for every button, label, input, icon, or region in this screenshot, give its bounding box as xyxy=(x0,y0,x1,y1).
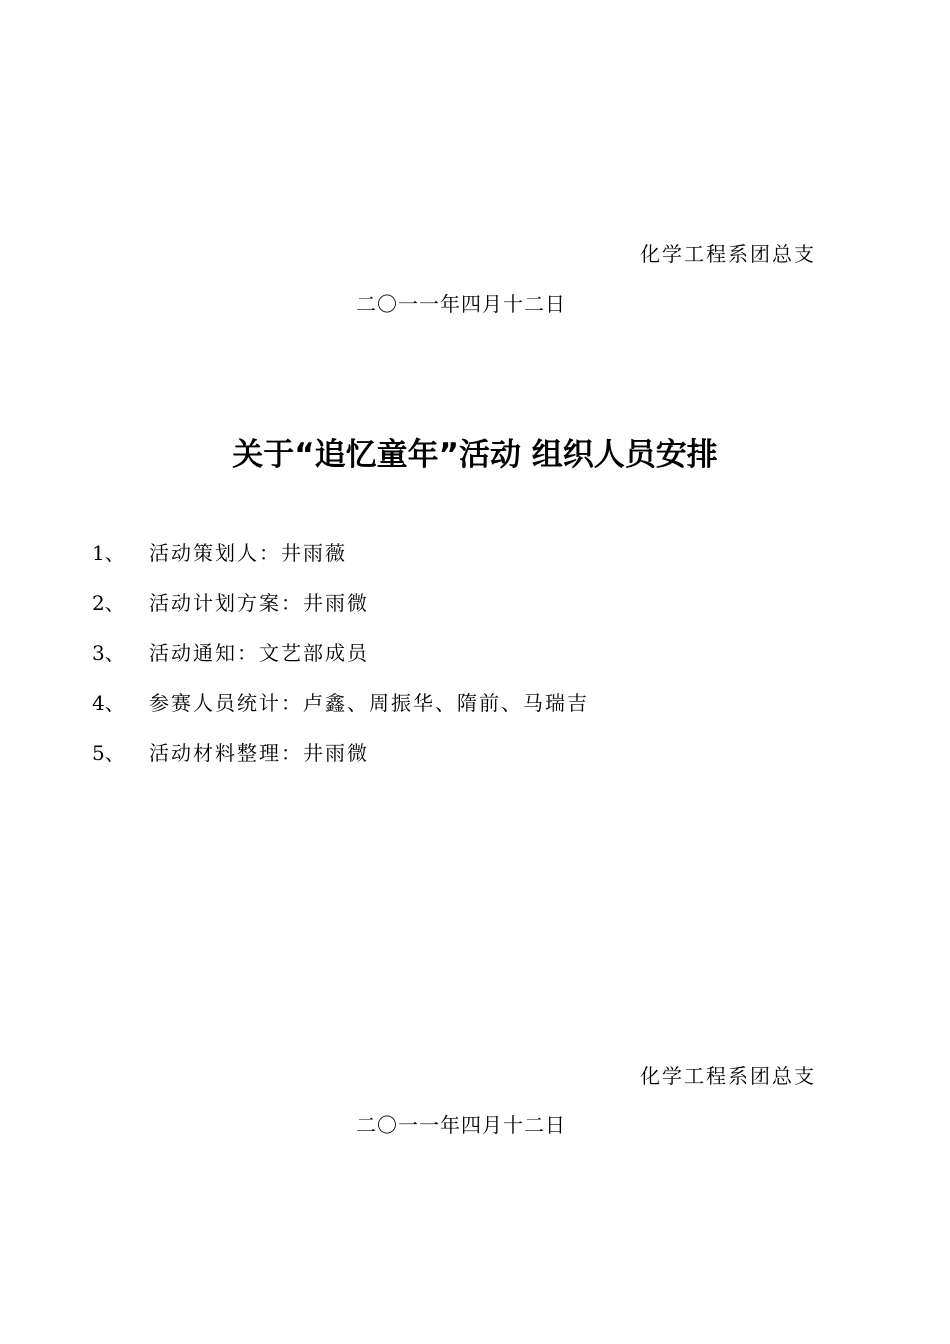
item-text: 活动计划方案：井雨微 xyxy=(149,591,369,615)
document-title: 关于“追忆童年”活动 组织人员安排 xyxy=(232,437,718,473)
item-text: 活动通知：文艺部成员 xyxy=(149,641,369,665)
list-item xyxy=(92,740,589,790)
list-item xyxy=(92,540,589,590)
top-signoff-date: 二〇一一年四月十二日 xyxy=(356,292,566,316)
list-item xyxy=(92,640,589,690)
bottom-signoff-organization: 化学工程系团总支 xyxy=(640,1064,816,1088)
list-item xyxy=(92,590,589,640)
arrangement-list xyxy=(92,540,589,790)
item-number: 5、 xyxy=(92,741,125,765)
top-signoff-organization: 化学工程系团总支 xyxy=(640,242,816,266)
item-number: 1、 xyxy=(92,541,125,565)
item-number: 3、 xyxy=(92,641,125,665)
item-number: 2、 xyxy=(92,591,125,615)
list-item xyxy=(92,690,589,740)
item-text: 活动策划人：井雨薇 xyxy=(149,541,347,565)
item-number: 4、 xyxy=(92,691,125,715)
bottom-signoff-date: 二〇一一年四月十二日 xyxy=(356,1113,566,1137)
item-text: 参赛人员统计：卢鑫、周振华、隋前、马瑞吉 xyxy=(149,691,589,715)
item-text: 活动材料整理：井雨微 xyxy=(149,741,369,765)
